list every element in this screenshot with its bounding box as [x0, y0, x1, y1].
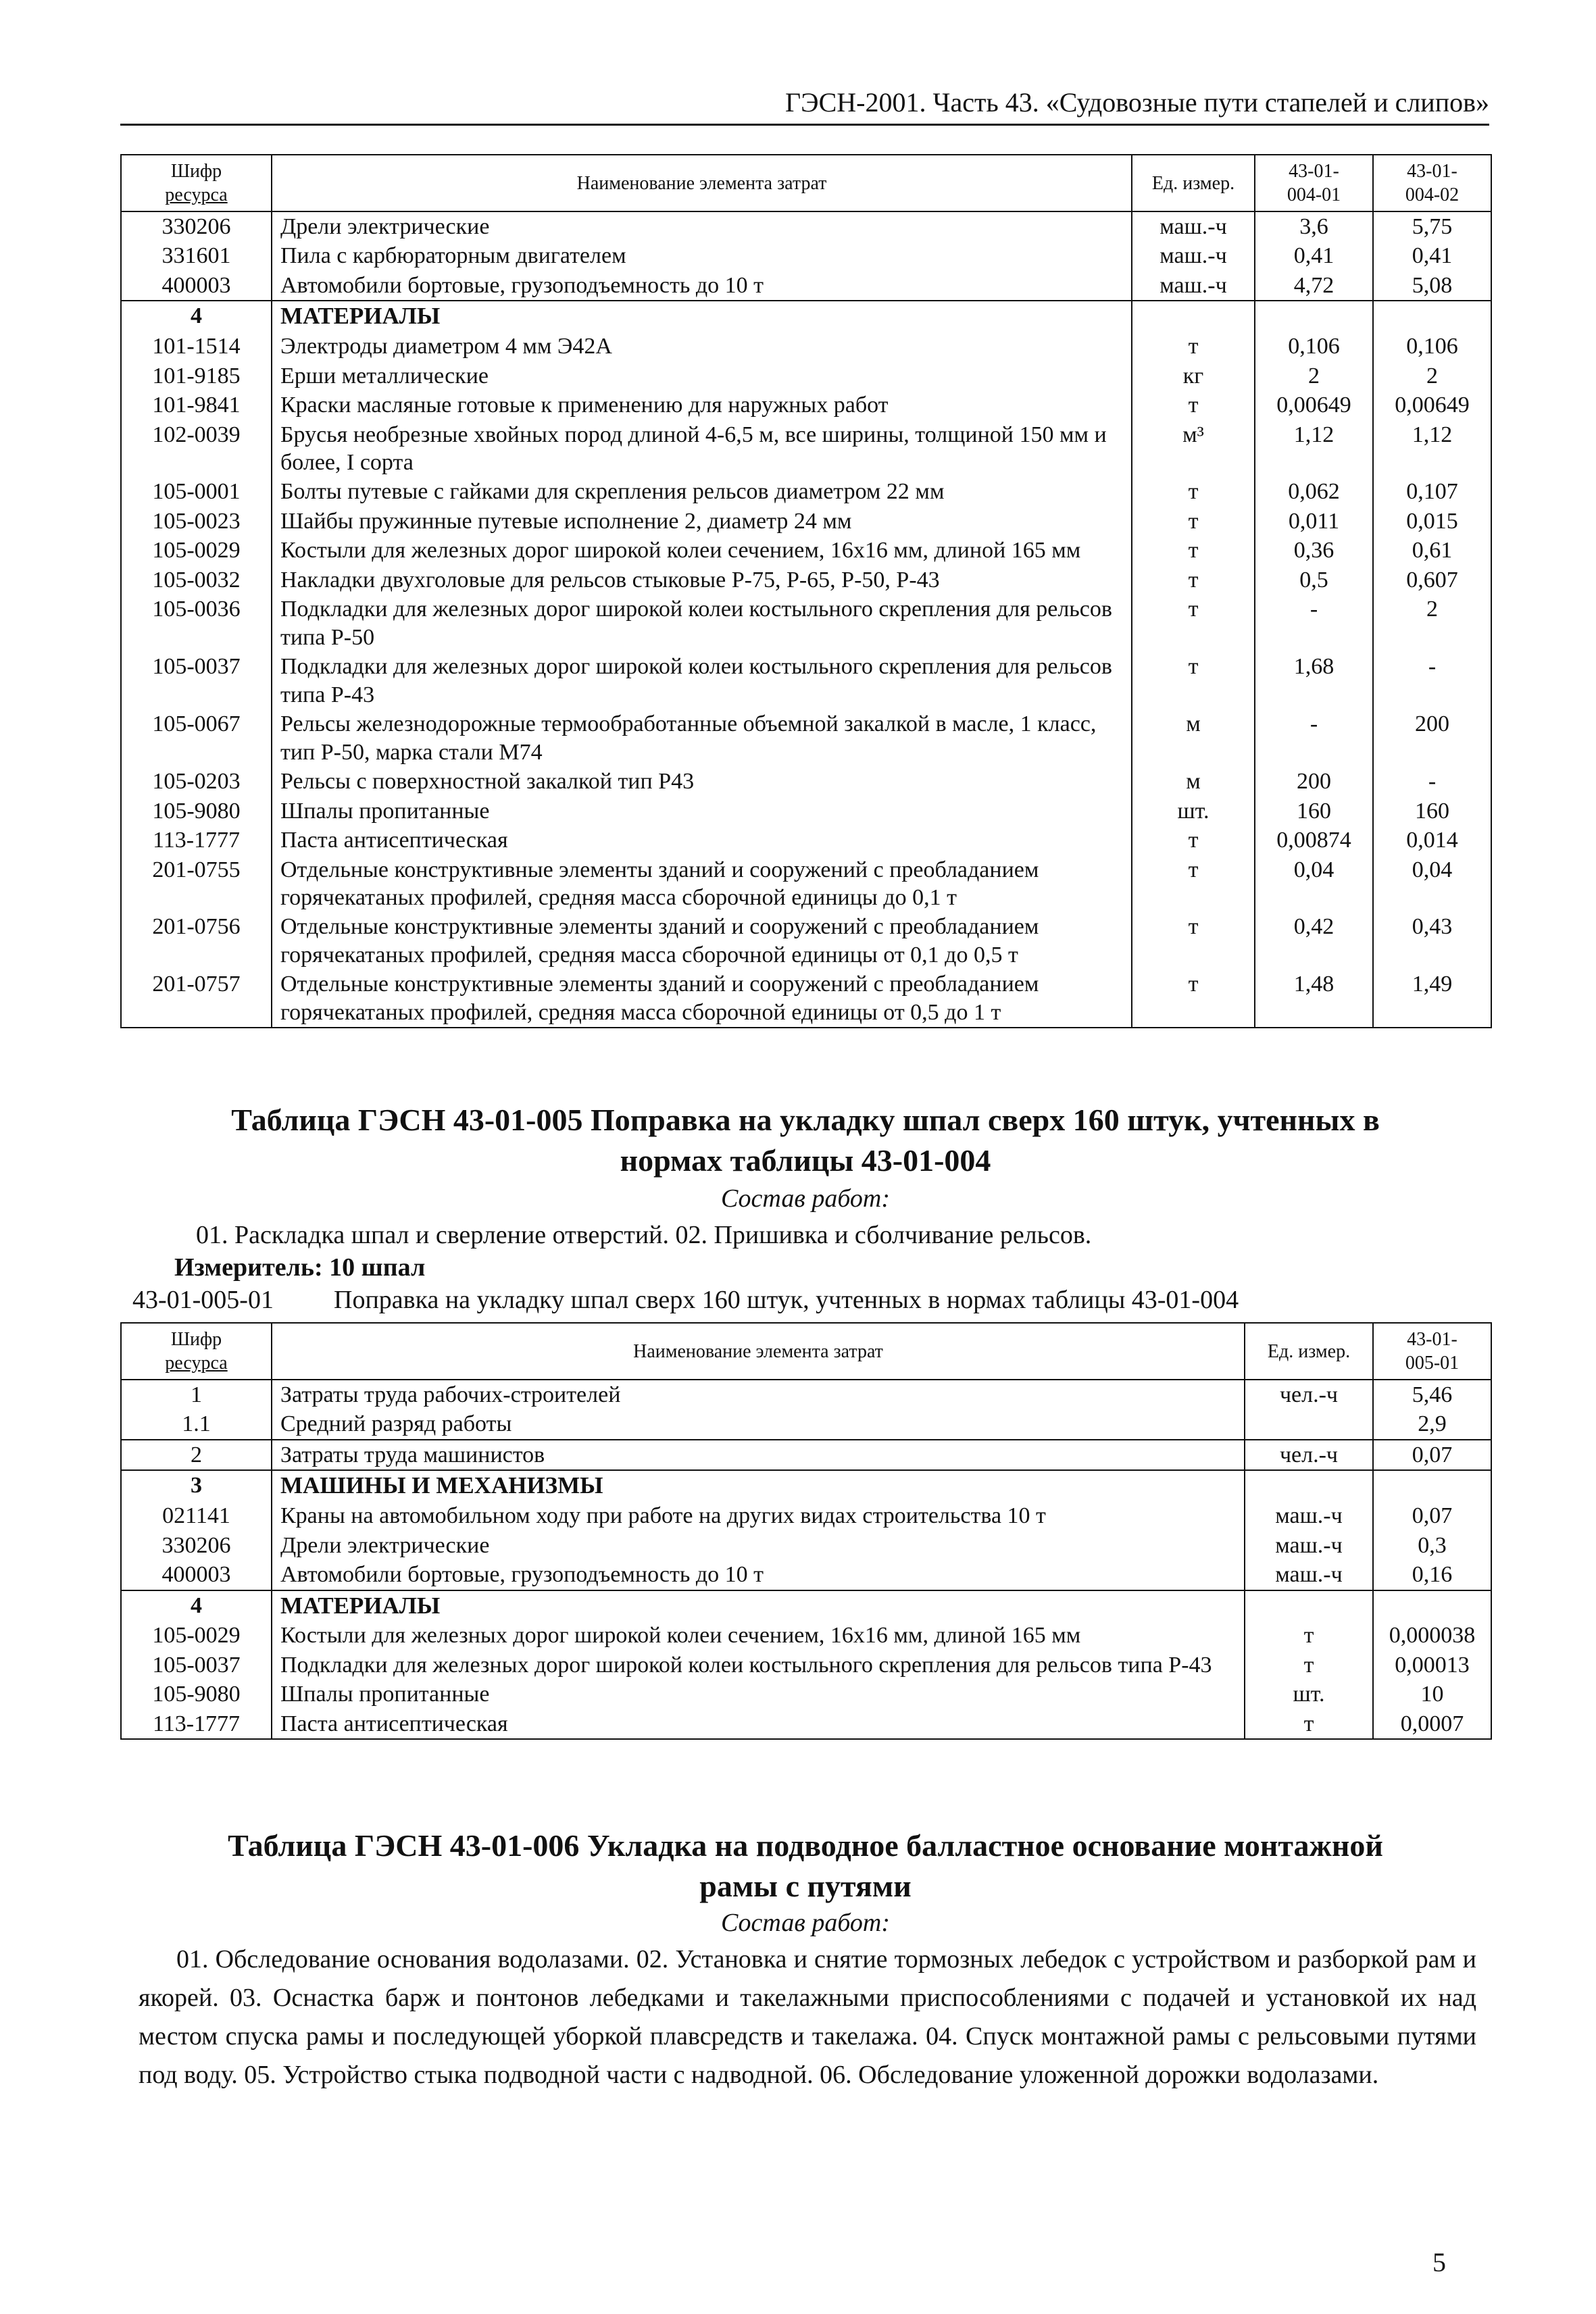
- norm-value-1: [1373, 1590, 1491, 1621]
- resource-code: 105-0023: [121, 507, 272, 536]
- unit-of-measure: маш.-ч: [1132, 211, 1255, 241]
- unit-of-measure: шт.: [1132, 797, 1255, 826]
- unit-of-measure: т: [1132, 507, 1255, 536]
- unit-of-measure: [1132, 301, 1255, 332]
- norm-value-1: 1,68: [1255, 652, 1373, 709]
- norm-name-005-01: Поправка на укладку шпал сверх 160 штук, учтенных в нормах таблицы 43-01-004: [334, 1286, 1239, 1314]
- table-row: [121, 1621, 1491, 1650]
- resource-code: 101-9841: [121, 391, 272, 420]
- resource-code: 105-0203: [121, 767, 272, 796]
- norm-value-1: 4,72: [1255, 271, 1373, 301]
- norm-value-2: -: [1373, 767, 1491, 796]
- norm-value-2: 0,04: [1373, 855, 1491, 913]
- resource-code: 105-0032: [121, 565, 272, 595]
- table-row: [121, 826, 1491, 855]
- unit-of-measure: т: [1132, 391, 1255, 420]
- unit-of-measure: маш.-ч: [1132, 241, 1255, 270]
- table-row: [121, 507, 1491, 536]
- resource-table-004: [120, 154, 1492, 1028]
- unit-of-measure: маш.-ч: [1245, 1501, 1373, 1530]
- resource-code: 4: [121, 1590, 272, 1621]
- unit-of-measure: [1245, 1590, 1373, 1621]
- column-header-norm-004-01: 43-01- 004-01: [1255, 155, 1373, 211]
- column-header-name: Наименование элемента затрат: [272, 155, 1132, 211]
- resource-code: 330206: [121, 1531, 272, 1560]
- norm-value-2: 5,08: [1373, 271, 1491, 301]
- resource-code: 331601: [121, 241, 272, 270]
- table-title-006: Таблица ГЭСН 43-01-006 Укладка на подводное балластное основание монтажной рамы с путями: [228, 1828, 1383, 1903]
- composition-label-006: Состав работ:: [720, 1909, 891, 1937]
- cost-element-name: Накладки двухголовые для рельсов стыковые Р-75, Р-65, Р-50, Р-43: [272, 565, 1132, 595]
- unit-of-measure: маш.-ч: [1132, 271, 1255, 301]
- cost-element-name: Средний разряд работы: [272, 1409, 1245, 1439]
- norm-value-1: 0,41: [1255, 241, 1373, 270]
- resource-code: 400003: [121, 271, 272, 301]
- unit-of-measure: т: [1132, 970, 1255, 1028]
- unit-of-measure: т: [1132, 332, 1255, 361]
- table-row: [121, 1380, 1491, 1409]
- table-row: [121, 332, 1491, 361]
- resource-code: 3: [121, 1470, 272, 1501]
- resource-code: 102-0039: [121, 420, 272, 478]
- norm-value-1: 0,3: [1373, 1531, 1491, 1560]
- norm-value-2: 200: [1373, 709, 1491, 767]
- norm-value-2: 1,12: [1373, 420, 1491, 478]
- cost-element-name: Брусья необрезные хвойных пород длиной 4-6,5 м, все ширины, толщиной 150 мм и более, I сорта: [272, 420, 1132, 478]
- unit-of-measure: чел.-ч: [1245, 1440, 1373, 1470]
- unit-of-measure: т: [1132, 912, 1255, 970]
- resource-code: 105-0001: [121, 477, 272, 506]
- norm-value-2: 0,43: [1373, 912, 1491, 970]
- norm-value-1: 0,0007: [1373, 1709, 1491, 1739]
- unit-of-measure: т: [1245, 1709, 1373, 1739]
- resource-code: 105-0037: [121, 652, 272, 709]
- cost-element-name: Отдельные конструктивные элементы зданий и сооружений с преобладанием горячекатаных профилей, средняя масса сборочной единицы до 0,1 т: [272, 855, 1132, 913]
- norm-value-1: 200: [1255, 767, 1373, 796]
- norm-value-1: 0,00013: [1373, 1651, 1491, 1680]
- resource-code: 021141: [121, 1501, 272, 1530]
- resource-code: 1.1: [121, 1409, 272, 1439]
- unit-of-measure: т: [1132, 652, 1255, 709]
- unit-of-measure: т: [1132, 565, 1255, 595]
- norm-value-2: 0,607: [1373, 565, 1491, 595]
- cost-element-name: МАШИНЫ И МЕХАНИЗМЫ: [272, 1470, 1245, 1501]
- cost-element-name: Рельсы железнодорожные термообработанные объемной закалкой в масле, 1 класс, тип Р-50, марка стали М74: [272, 709, 1132, 767]
- table-row: [121, 1531, 1491, 1560]
- resource-code: 105-0029: [121, 1621, 272, 1650]
- unit-of-measure: т: [1245, 1651, 1373, 1680]
- resource-code: 201-0755: [121, 855, 272, 913]
- norm-value-1: 0,5: [1255, 565, 1373, 595]
- unit-of-measure: т: [1245, 1621, 1373, 1650]
- table-row: [121, 1409, 1491, 1439]
- unit-of-measure: маш.-ч: [1245, 1531, 1373, 1560]
- cost-element-name: Дрели электрические: [272, 211, 1132, 241]
- table-row: [121, 211, 1491, 241]
- table-row: [121, 420, 1491, 478]
- resource-code: 113-1777: [121, 826, 272, 855]
- cost-element-name: Паста антисептическая: [272, 826, 1132, 855]
- resource-table-005: [120, 1322, 1492, 1740]
- norm-value-2: 0,41: [1373, 241, 1491, 270]
- norm-value-1: -: [1255, 595, 1373, 652]
- cost-element-name: Краски масляные готовые к применению для наружных работ: [272, 391, 1132, 420]
- norm-value-2: -: [1373, 652, 1491, 709]
- unit-of-measure: т: [1132, 536, 1255, 565]
- column-header-code: Шифр ресурса: [121, 1323, 272, 1380]
- column-header-unit: Ед. измер.: [1245, 1323, 1373, 1380]
- table-row: [121, 477, 1491, 506]
- cost-element-name: Костыли для железных дорог широкой колеи сечением, 16х16 мм, длиной 165 мм: [272, 536, 1132, 565]
- unit-of-measure: т: [1132, 855, 1255, 913]
- norm-value-1: 0,04: [1255, 855, 1373, 913]
- table-row: [121, 301, 1491, 332]
- norm-value-1: 0,011: [1255, 507, 1373, 536]
- table-row: [121, 709, 1491, 767]
- norm-value-1: [1373, 1470, 1491, 1501]
- table-row: [121, 391, 1491, 420]
- norm-value-2: 5,75: [1373, 211, 1491, 241]
- resource-code: 330206: [121, 211, 272, 241]
- cost-element-name: Электроды диаметром 4 мм Э42А: [272, 332, 1132, 361]
- norm-value-1: 0,07: [1373, 1440, 1491, 1470]
- norm-value-1: 0,062: [1255, 477, 1373, 506]
- resource-code: 105-0036: [121, 595, 272, 652]
- norm-value-2: 0,61: [1373, 536, 1491, 565]
- norm-value-1: [1255, 301, 1373, 332]
- resource-code: 1: [121, 1380, 272, 1409]
- unit-of-measure: м³: [1132, 420, 1255, 478]
- cost-element-name: Шайбы пружинные путевые исполнение 2, диаметр 24 мм: [272, 507, 1132, 536]
- cost-element-name: Костыли для железных дорог широкой колеи сечением, 16х16 мм, длиной 165 мм: [272, 1621, 1245, 1650]
- resource-code: 201-0757: [121, 970, 272, 1028]
- cost-element-name: Болты путевые с гайками для скрепления рельсов диаметром 22 мм: [272, 477, 1132, 506]
- norm-value-1: 0,42: [1255, 912, 1373, 970]
- norm-value-1: 0,000038: [1373, 1621, 1491, 1650]
- resource-code: 113-1777: [121, 1709, 272, 1739]
- cost-element-name: Шпалы пропитанные: [272, 797, 1132, 826]
- norm-value-1: 1,48: [1255, 970, 1373, 1028]
- resource-code: 400003: [121, 1560, 272, 1590]
- running-header: ГЭСН-2001. Часть 43. «Судовозные пути стапелей и слипов»: [120, 86, 1489, 126]
- table-row: [121, 1709, 1491, 1739]
- table-row: [121, 652, 1491, 709]
- unit-of-measure: [1245, 1409, 1373, 1439]
- cost-element-name: Автомобили бортовые, грузоподъемность до 10 т: [272, 271, 1132, 301]
- norm-value-1: 0,07: [1373, 1501, 1491, 1530]
- norm-value-2: 0,107: [1373, 477, 1491, 506]
- norm-value-2: 0,015: [1373, 507, 1491, 536]
- unit-of-measure: т: [1132, 826, 1255, 855]
- unit-of-measure: чел.-ч: [1245, 1380, 1373, 1409]
- norm-value-1: 0,00874: [1255, 826, 1373, 855]
- resource-code: 105-0037: [121, 1651, 272, 1680]
- resource-code: 105-0067: [121, 709, 272, 767]
- table-row: [121, 241, 1491, 270]
- table-row: [121, 912, 1491, 970]
- cost-element-name: Отдельные конструктивные элементы зданий и сооружений с преобладанием горячекатаных профилей, средняя масса сборочной единицы от 0,5 до 1 т: [272, 970, 1132, 1028]
- table-row: [121, 1651, 1491, 1680]
- norm-value-2: 0,106: [1373, 332, 1491, 361]
- resource-code: 101-9185: [121, 361, 272, 391]
- cost-element-name: Подкладки для железных дорог широкой колеи костыльного скрепления для рельсов типа Р-43: [272, 1651, 1245, 1680]
- table-row: [121, 797, 1491, 826]
- table-row: [121, 1440, 1491, 1470]
- cost-element-name: Рельсы с поверхностной закалкой тип Р43: [272, 767, 1132, 796]
- cost-element-name: Краны на автомобильном ходу при работе на других видах строительства 10 т: [272, 1501, 1245, 1530]
- meter-text: Измеритель: 10 шпал: [174, 1253, 426, 1282]
- column-header-unit: Ед. измер.: [1132, 155, 1255, 211]
- cost-element-name: Подкладки для железных дорог широкой колеи костыльного скрепления для рельсов типа Р-43: [272, 652, 1132, 709]
- unit-of-measure: м: [1132, 767, 1255, 796]
- unit-of-measure: т: [1132, 477, 1255, 506]
- table-header-row: [121, 155, 1491, 211]
- unit-of-measure: маш.-ч: [1245, 1560, 1373, 1590]
- table-header-row: [121, 1323, 1491, 1380]
- table-row: [121, 1501, 1491, 1530]
- resource-code: 105-9080: [121, 1680, 272, 1709]
- cost-element-name: Ерши металлические: [272, 361, 1132, 391]
- table-row: [121, 1590, 1491, 1621]
- norm-value-1: 3,6: [1255, 211, 1373, 241]
- resource-code: 101-1514: [121, 332, 272, 361]
- resource-code: 4: [121, 301, 272, 332]
- column-header-norm-004-02: 43-01- 004-02: [1373, 155, 1491, 211]
- resource-code: 201-0756: [121, 912, 272, 970]
- norm-value-2: 1,49: [1373, 970, 1491, 1028]
- column-header-name: Наименование элемента затрат: [272, 1323, 1245, 1380]
- unit-of-measure: [1245, 1470, 1373, 1501]
- table-row: [121, 1470, 1491, 1501]
- resource-code: 105-0029: [121, 536, 272, 565]
- norm-value-1: 2,9: [1373, 1409, 1491, 1439]
- norm-value-2: 2: [1373, 595, 1491, 652]
- norm-value-2: 160: [1373, 797, 1491, 826]
- resource-code: 2: [121, 1440, 272, 1470]
- resource-code: 105-9080: [121, 797, 272, 826]
- norm-value-1: -: [1255, 709, 1373, 767]
- norm-value-1: 0,16: [1373, 1560, 1491, 1590]
- cost-element-name: МАТЕРИАЛЫ: [272, 1590, 1245, 1621]
- table-row: [121, 970, 1491, 1028]
- composition-text-006: 01. Обследование основания водолазами. 02. Установка и снятие тормозных лебедок с устройством и разборкой рам и якорей. 03. Оснастка барж и понтонов лебедками и такелажными приспособлениями с подачей и установкой их над местом спуска рамы и последующей уборкой плавсредств и такелажа. 04. Спуск монтажной рамы с рельсовыми путями под воду. 05. Устройство стыка подводной части с надводной. 06. Обследование уложенной дорожки водолазами.: [139, 1945, 1476, 2089]
- cost-element-name: Шпалы пропитанные: [272, 1680, 1245, 1709]
- norm-value-1: 10: [1373, 1680, 1491, 1709]
- composition-text-005: 01. Раскладка шпал и сверление отверстий. 02. Пришивка и сболчивание рельсов.: [196, 1221, 1092, 1249]
- norm-value-1: 0,106: [1255, 332, 1373, 361]
- norm-value-2: [1373, 301, 1491, 332]
- table-row: [121, 536, 1491, 565]
- table-title-005: Таблица ГЭСН 43-01-005 Поправка на укладку шпал сверх 160 штук, учтенных в нормах таблицы 43-01-004: [231, 1103, 1380, 1178]
- norm-value-1: 5,46: [1373, 1380, 1491, 1409]
- table-row: [121, 361, 1491, 391]
- table-row: [121, 1680, 1491, 1709]
- column-header-norm-005-01: 43-01- 005-01: [1373, 1323, 1491, 1380]
- cost-element-name: Отдельные конструктивные элементы зданий и сооружений с преобладанием горячекатаных профилей, средняя масса сборочной единицы от 0,1 до 0,5 т: [272, 912, 1132, 970]
- unit-of-measure: кг: [1132, 361, 1255, 391]
- norm-value-1: 0,36: [1255, 536, 1373, 565]
- norm-value-2: 2: [1373, 361, 1491, 391]
- cost-element-name: Затраты труда машинистов: [272, 1440, 1245, 1470]
- norm-value-1: 1,12: [1255, 420, 1373, 478]
- cost-element-name: Паста антисептическая: [272, 1709, 1245, 1739]
- table-row: [121, 595, 1491, 652]
- unit-of-measure: шт.: [1245, 1680, 1373, 1709]
- column-header-code: Шифр ресурса: [121, 155, 272, 211]
- norm-value-1: 0,00649: [1255, 391, 1373, 420]
- norm-code-005-01: 43-01-005-01: [132, 1286, 274, 1314]
- cost-element-name: МАТЕРИАЛЫ: [272, 301, 1132, 332]
- composition-label-005: Состав работ:: [720, 1184, 891, 1213]
- cost-element-name: Затраты труда рабочих-строителей: [272, 1380, 1245, 1409]
- norm-value-1: 2: [1255, 361, 1373, 391]
- cost-element-name: Автомобили бортовые, грузоподъемность до 10 т: [272, 1560, 1245, 1590]
- table-row: [121, 1560, 1491, 1590]
- cost-element-name: Пила с карбюраторным двигателем: [272, 241, 1132, 270]
- norm-value-2: 0,00649: [1373, 391, 1491, 420]
- norm-value-2: 0,014: [1373, 826, 1491, 855]
- page-number: 5: [1432, 2247, 1446, 2278]
- table-row: [121, 855, 1491, 913]
- table-row: [121, 767, 1491, 796]
- cost-element-name: Подкладки для железных дорог широкой колеи костыльного скрепления для рельсов типа Р-50: [272, 595, 1132, 652]
- norm-value-1: 160: [1255, 797, 1373, 826]
- table-row: [121, 565, 1491, 595]
- cost-element-name: Дрели электрические: [272, 1531, 1245, 1560]
- unit-of-measure: т: [1132, 595, 1255, 652]
- unit-of-measure: м: [1132, 709, 1255, 767]
- table-row: [121, 271, 1491, 301]
